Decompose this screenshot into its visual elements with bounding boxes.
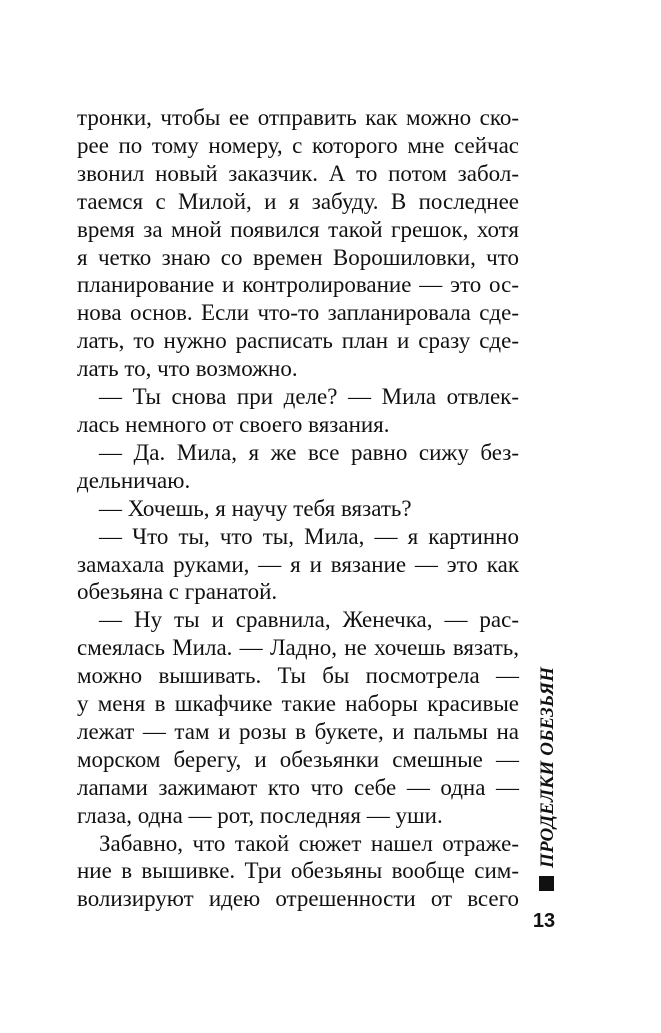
text-line: — Да. Мила, я же все равно сижу без-: [99, 439, 519, 465]
text-line: можно вышивать. Ты бы посмотрела —: [77, 663, 519, 689]
text-line: время за мной появился такой грешок, хотя: [77, 216, 519, 242]
text-line: тронки, чтобы ее отправить как можно ско-: [77, 105, 519, 130]
running-head: [535, 668, 561, 898]
text-line: лать, то нужно расписать план и сразу сде-: [77, 328, 519, 354]
paragraph-2: [77, 383, 519, 439]
text-line: глаза, одна — рот, последняя — уши.: [77, 802, 443, 828]
text-line: планирование и контролирование — это ос-: [77, 272, 519, 298]
paragraph-1: [77, 104, 519, 383]
black-square-icon: [539, 876, 554, 891]
paragraph-5: [77, 523, 519, 607]
text-line: замахала руками, — я и вязание — это как: [77, 551, 519, 577]
paragraph-6: [77, 606, 519, 829]
paragraph-3: [77, 439, 519, 495]
text-line: ние в вышивке. Три обезьяны вообще сим-: [77, 858, 519, 884]
running-head-title: ПРОДЕЛКИ ОБЕЗЬЯН: [537, 666, 558, 868]
text-line: — Ну ты и сравнила, Женечка, — рас-: [99, 607, 519, 633]
paragraph-7: [77, 830, 519, 914]
page-number: 13: [532, 910, 556, 932]
text-line: — Хочешь, я научу тебя вязать?: [99, 495, 412, 521]
text-line: морском берегу, и обезьянки смешные —: [77, 746, 519, 772]
text-line: дельничаю.: [77, 467, 191, 493]
text-line: лать то, что возможно.: [77, 356, 298, 382]
text-line: — Ты снова при деле? — Мила отвлек-: [99, 384, 519, 410]
text-line: обезьяна с гранатой.: [77, 579, 278, 605]
text-line: Забавно, что такой сюжет нашел отраже-: [99, 830, 519, 856]
text-line: звонил новый заказчик. А то потом забол-: [77, 160, 519, 186]
text-line: нова основ. Если что-то запланировала сде-: [77, 300, 519, 326]
text-line: — Что ты, что ты, Мила, — я картинно: [99, 523, 519, 549]
body-text: [77, 104, 519, 913]
text-line: я четко знаю со времен Ворошиловки, что: [77, 244, 519, 270]
text-line: лапами зажимают кто что себе — одна —: [77, 774, 519, 800]
text-line: рее по тому номеру, с которого мне сейчас: [77, 132, 519, 158]
text-line: у меня в шкафчике такие наборы красивые: [77, 691, 519, 717]
text-line: таемся с Милой, и я забуду. В последнее: [77, 188, 519, 214]
paragraph-4: [77, 495, 519, 523]
text-line: лежат — там и розы в букете, и пальмы на: [77, 718, 519, 744]
text-line: лась немного от своего вязания.: [77, 411, 390, 437]
text-line: волизируют идею отрешенности от всего: [77, 886, 519, 912]
text-line: смеялась Мила. — Ладно, не хочешь вязать,: [77, 635, 519, 661]
